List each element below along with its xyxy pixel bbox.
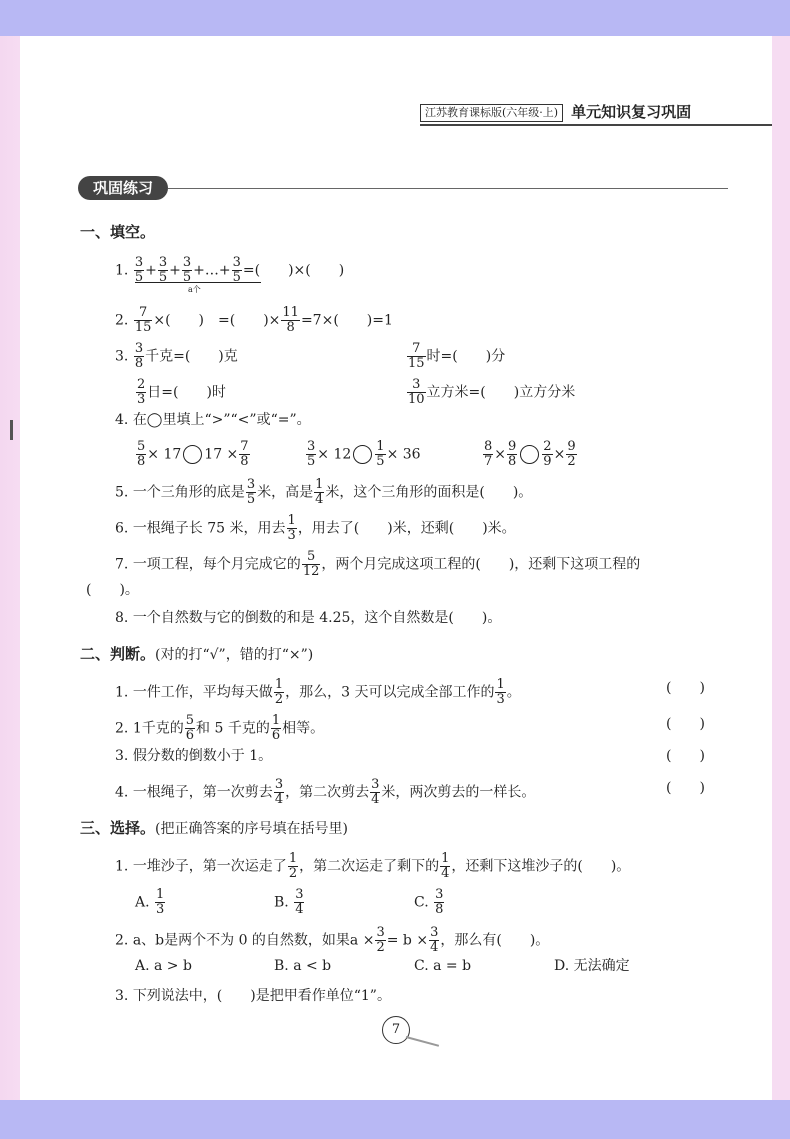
fill-q3b: $\frac{7}{15}$ 时=( )分 [408, 341, 506, 371]
fraction: $\frac{3}{5}$ [182, 255, 192, 285]
choice-q3: 3. 下列说法中，( )是把甲看作单位“1”。 [115, 988, 391, 1004]
choice-heading-row: 三、选择。(把正确答案的序号填在括号里) [80, 819, 348, 837]
fraction: $\frac{3}{8}$ [134, 341, 144, 371]
fill-q1: 1. $\frac{3}{5}$ + $\frac{3}{5}$ + $\frac{3}{5}$ +…+ $\frac{3}{5}$ =( )×( ) [115, 255, 345, 285]
fill-q7-cont: ( )。 [86, 582, 139, 598]
option-a[interactable]: A. $\frac{1}{3}$ [135, 887, 165, 917]
fill-heading: 一、填空。 [80, 223, 156, 241]
brace-line [135, 282, 261, 283]
page-number: 7 [382, 1016, 410, 1044]
page-header [420, 104, 691, 122]
fill-q4: 4. 在◯里填上“>”“<”或“=”。 [115, 412, 311, 428]
fill-q8: 8. 一个自然数与它的倒数的和是 4.25，这个自然数是( )。 [115, 610, 502, 626]
option-c[interactable]: C. $\frac{3}{8}$ [414, 887, 444, 917]
judge-q4: 4. 一根绳子，第一次剪去 $\frac{3}{4}$ ，第二次剪去 $\frac{3}{4}$ 米，两次剪去的一样长。 [115, 777, 536, 807]
answer-paren[interactable]: ( ) [666, 680, 705, 696]
fraction: $\frac{3}{5}$ [158, 255, 168, 285]
fraction: $\frac{3}{10}$ [408, 377, 425, 407]
option-a[interactable]: A. a > b [135, 958, 192, 974]
top-border [0, 0, 790, 36]
fraction: $\frac{11}{8}$ [282, 305, 299, 335]
fraction: $\frac{3}{5}$ [134, 255, 144, 285]
header-title: 单元知识复习巩固 [571, 103, 692, 121]
publisher-label: 江苏教育课标版(六年级·上) [420, 104, 563, 122]
option-b[interactable]: B. $\frac{3}{4}$ [274, 887, 304, 917]
option-d[interactable]: D. 无法确定 [554, 958, 630, 974]
fill-q7: 7. 一项工程，每个月完成它的 $\frac{5}{12}$ ，两个月完成这项工程的( )，还剩下这项工程的 [115, 549, 641, 579]
fraction: $\frac{2}{3}$ [137, 377, 146, 407]
fill-q3d: $\frac{3}{10}$ 立方米=( )立方分米 [408, 377, 576, 407]
option-c[interactable]: C. a = b [414, 958, 472, 974]
fraction: $\frac{7}{15}$ [408, 341, 425, 371]
fill-q2: 2. $\frac{7}{15}$ ×( ) =( )× $\frac{11}{8}$ =7×( )=1 [115, 305, 393, 335]
brace-label: a个 [188, 285, 201, 294]
fill-q6: 6. 一根绳子长 75 米，用去 $\frac{1}{3}$ ，用去了( )米，还剩( )米。 [115, 513, 516, 543]
compare-3: $\frac{8}{7}$ × $\frac{9}{8}$ $\frac{2}{9}$ × $\frac{9}{2}$ [484, 439, 576, 469]
compare-2: $\frac{3}{5}$ × 12 $\frac{1}{5}$ × 36 [307, 439, 421, 469]
judge-q1: 1. 一件工作，平均每天做 $\frac{1}{2}$ ，那么，3 天可以完成全部工作的 $\frac{1}{3}$ 。 [115, 677, 521, 707]
section-badge: 巩固练习 [78, 176, 168, 200]
answer-paren[interactable]: ( ) [666, 748, 705, 764]
fill-q3c: $\frac{2}{3}$ 日=( )时 [137, 377, 226, 407]
compare-circle[interactable] [183, 445, 202, 464]
bottom-border [0, 1100, 790, 1139]
section-rule [168, 188, 728, 189]
header-rule [420, 124, 772, 126]
fill-q3a: 3. $\frac{3}{8}$ 千克=( )克 [115, 341, 238, 371]
choice-q2: 2. a、b是两个不为 0 的自然数，如果a × $\frac{3}{2}$ = b × $\frac{3}{4}$ ，那么有( )。 [115, 925, 550, 955]
fill-q5: 5. 一个三角形的底是 $\frac{3}{5}$ 米，高是 $\frac{1}{4}$ 米，这个三角形的面积是( )。 [115, 477, 533, 507]
judge-q3: 3. 假分数的倒数小于 1。 [115, 748, 273, 764]
answer-paren[interactable]: ( ) [666, 716, 705, 732]
judge-q2: 2. 1千克的 $\frac{5}{6}$ 和 5 千克的 $\frac{1}{6}$ 相等。 [115, 713, 325, 743]
judge-heading-row: 二、判断。(对的打“√”，错的打“×”) [80, 645, 314, 663]
binding-mark [10, 420, 13, 440]
choice-q1: 1. 一堆沙子，第一次运走了 $\frac{1}{2}$ ，第二次运走了剩下的 $\frac{1}{4}$ ，还剩下这堆沙子的( )。 [115, 851, 631, 881]
fraction: $\frac{3}{5}$ [232, 255, 241, 285]
compare-1: $\frac{5}{8}$ × 17 17 × $\frac{7}{8}$ [137, 439, 249, 469]
answer-paren[interactable]: ( ) [666, 780, 705, 796]
compare-circle[interactable] [520, 445, 539, 464]
option-b[interactable]: B. a < b [274, 958, 332, 974]
compare-circle[interactable] [353, 445, 372, 464]
fraction: $\frac{7}{15}$ [134, 305, 152, 335]
